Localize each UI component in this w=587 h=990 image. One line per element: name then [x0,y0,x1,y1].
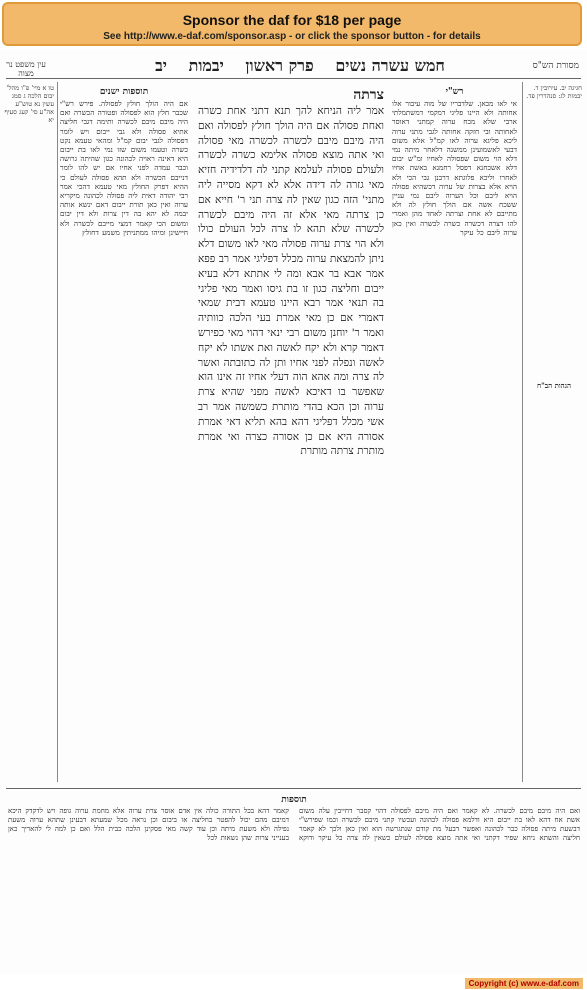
main-text: אמר ליה הניחא להך תנא דתני אחת כשרה ואחת פסולה אם היה הולך חולץ לפסולה ואם היה מיבם מיבם לכשרה לכשרה מאי פסולה ואי אתה מוצא פסולה אלימא כשרה לכשרה ולעולם פסולה לעלמא קתני לה דלדידיה חזיא מאי גזרה לה דידה אלא לא דקא מסייה ליה מתני' הזה כגון שאין לה צרה תני ר' חייא אם כן צרתה מאי אלא זה היה מיבם לכשרה לכשרה שלא תהא לו צרה לכל העולם כולו ולא הוי צרת ערוה פסולה מאי לאו משום דלא ניתן להמצאת ערוה מכלל דפליגי אמר רב פפא אמר אבא בר אבא ומה לי אתתא דלא בעיא ייבום וחליצה כגון זו בת גיסו ואמר מאי פליגי בה תנאי אמר רבא היינו טעמא דבית שמאי דאמרי אם כן מאי אמרת בעי הלכה כוותיה ואמר ר' יוחנן משום רבי ינאי דהוי מאי כפירש דאמר קרא ולא יקח לאשה ואת אשתו לא יקח לאשה ונפלה לפני אחיו ותן לה כתובתה ואשר לה צרה ומה אהא הוה דעלי אחיו זה אינו הוא שאפשר בו דאיכא לאשה מפני שהיא צרת ערוה וכן הכא בהדי מותרת כשמשה אמר רב אשי מכלל דפליגי דהא בהא תליא דאי אמרת אסורה היא אם כן אסורה כצרה ואי אמרת מותרת צרתה מותרת [198,105,384,458]
header-title [100,56,500,76]
bottom-commentary-title: תוספות [281,795,307,805]
header-rule [6,78,581,79]
sponsor-banner[interactable] [2,2,582,46]
bottom-commentary [8,792,580,968]
sponsor-subtitle[interactable]: See http://www.e-daf.com/sponsor.asp - or click the sponsor button - for details [103,31,481,42]
hagahot-title: הגהות הב"ח [536,381,572,390]
ein-mishpat-note: טו א מיי' פ"ו מהל' יבום הלכה ג סמג עשין נא טוש"ע אה"ע סי' קעג סעיף יא [4,84,54,124]
right-margin-divider [522,82,523,782]
header-left-label: עין משפט נר מצוה [6,60,46,78]
right-commentary-text: אי לאו מכאן. שלדבריו של מוה עיבור אלו אחותה ולא היינו פליגי דמקמי דמשתמלתי ארבי שלא מכח ערוה קמתני דאוסר לאחותה ובי חזקה אחותה לגבי מתני ערוה ליכא פליגא ערוה לאו קמ"ל אלא משום דבעי לאשמועינן ממשנה דלאחר מיתה נמי דלא הוי משום שפסולה לאחיו ומ"ש יבום דלא אשכחנא דפסל רחמנא באשת אחיו לאחרו וליכא פלוגתא דרבנן גבי הכי ולא הויא אלא בצרות של ערוה דכשהיא פסולה הויא ליבם וכל הערוה ליבם נמי עניין ששכח אשה אם הולך חולץ לה ולא מתייבם לא אחת וצרתה לאחד מהן ואמרי להו דצרה דכשרה כשרה לכשרה ואין כאן ערוה ליבם כל עיקר [392,99,517,237]
page-header [0,56,587,78]
copyright-link[interactable]: Copyright (c) www.e-daf.com [465,978,583,989]
sponsor-title[interactable]: Sponsor the daf for $18 per page [182,12,402,28]
bottom-commentary-text: ואם היה מיבם מיבם לכשרה. לא קאמר ואם היה מיבם לפסולה דהוי קסבר דחייבין עלה משום אשת אח דהא לאו בת ייבום היא ודלמא פסולה לכהונה ועכשיו קתני מיבם לכשרה וכמו שפירש"י דבשעת מיתה פסולה כבר לכהונה ואפשר דבעל מת קודם שנתגרשה הוא ואין כאן ולכך לא קאמר חליצה והשתא ניחא שפיר דקתני ואי אתה מוצא פסולה לעולם כשאין לה צרה כל עיקר ודוקא קאמר דהא בכל התורה כולה אין אדם אוסר צרת ערוה אלא מחמת ערוה גופה ויש לדקדק היכא דמיבם מהם יכול להפטר בחליצה או ביבום וכן נראה מכל שמעתא דבעינן שתהא ערוה משעת נפילה ולא משעת מיתה וכן עוד קשה מאי פסקינן הלכה כבית הלל ואם כן למה לי להאריך כאן בענייני צרות שהן נשאות לכל [8,807,580,842]
header-tractate: יבמות [188,56,224,75]
daf-page [0,50,587,975]
right-margin-mid [526,380,582,440]
header-right-label: מסורת הש"ס [532,61,579,71]
opening-word: צרתה [353,87,384,103]
header-page-number: יב [155,56,167,75]
right-commentary-title: רש"י [445,87,464,97]
left-commentary [60,84,188,784]
bottom-rule [6,788,581,789]
header-perek: פרק ראשון [245,56,314,75]
left-commentary-title: תוספות ישנים [99,87,149,97]
left-commentary-text: אם היה הולך חולץ לפסולה. פירש רש"י שכבר חלץ הוא לפסולה ופטורה הכשרה ואם היה מיבם מיבם לכשרה ותימה דגבי חליצה אתיא פסולה ולא גבי ייבום ויש לומר דפסולה לגבי יבום קמ"ל ומהאי טעמא נקט כשרה וטעמו משום שזו נמי לאו בת ייבום היא דאינה ראויה לכהונה כגון שהיתה גרושה וכבר עמדה לפני אחיו אם יש להו לומר דנייבם הכשרה ולא תהא פסולה לעולם כי ההיא דפרק החולץ מאי טעמא דהכי אמר רבי יהודה דאית ליה פסולה לכהונה מיקריא ערוה ואין כאן תורת ייבום דאם ינשא אותה יבמה לא יהא בה דין צרות ולא דין יבום ומשום הכי קאמר דמצי מייבם לכשרה ולא חיישינן ומיהו ממתניתין משמע דחולץ [60,99,188,237]
right-commentary [392,84,517,784]
header-chapter: חמש עשרה נשים [335,56,445,75]
main-text-column [198,84,384,784]
left-margin-top [4,84,54,264]
left-margin-divider [57,82,58,782]
right-margin-top [526,84,582,384]
masoret-note: חגיגה יב. עירובין ד. יבמות לג: סנהדרין פד. [526,84,582,100]
